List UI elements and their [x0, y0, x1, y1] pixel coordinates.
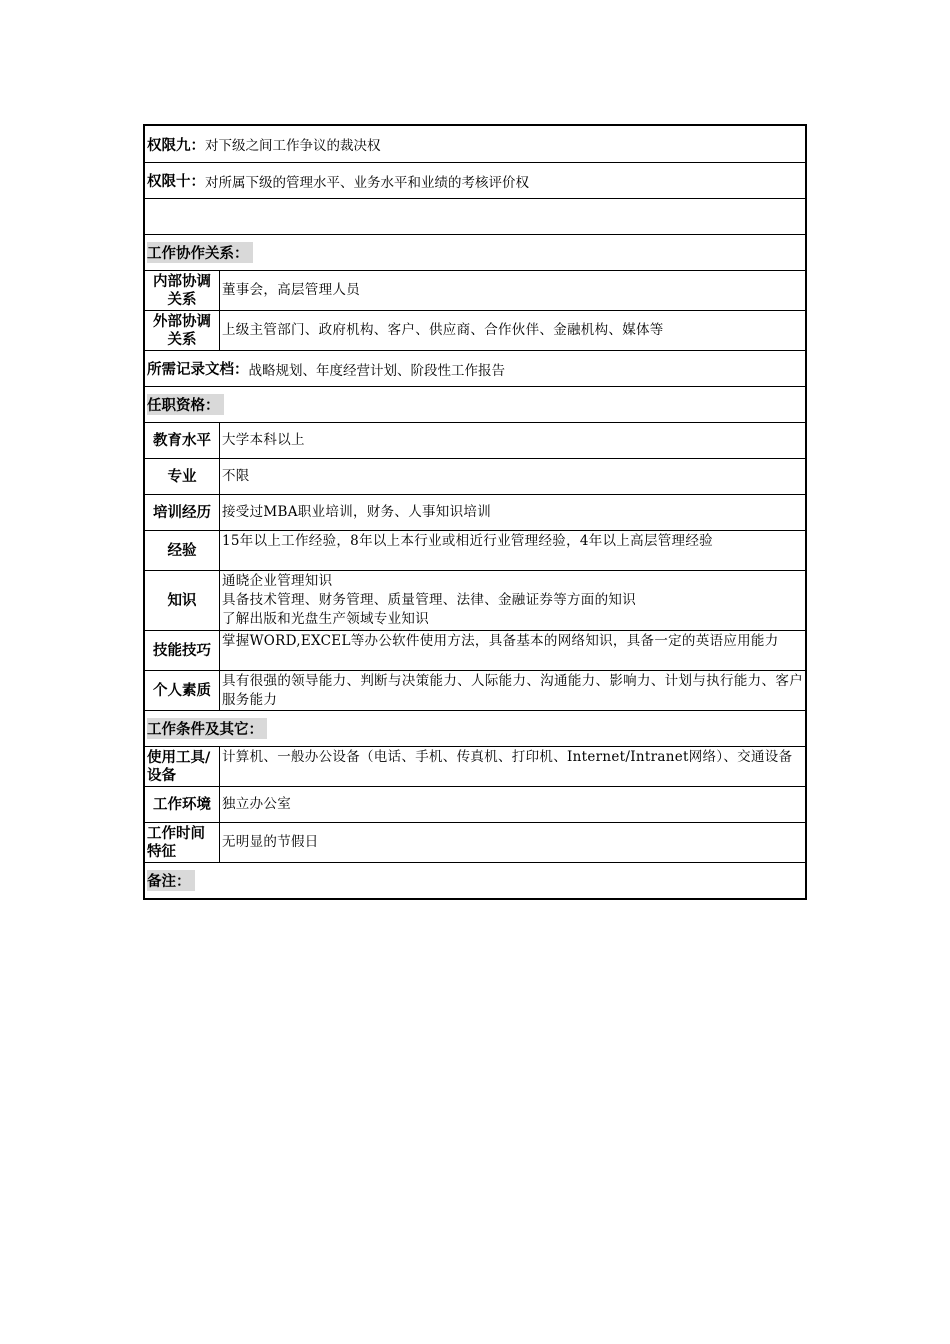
working-hours-label: 工作时间特征: [145, 823, 220, 862]
records-label: 所需记录文档：: [147, 362, 249, 378]
knowledge-line: 通晓企业管理知识: [222, 573, 333, 589]
personal-qualities-row: [145, 670, 805, 710]
records-text: 战略规划、年度经营计划、阶段性工作报告: [248, 362, 505, 379]
skills-value: 掌握WORD,EXCEL等办公软件使用方法，具备基本的网络知识，具备一定的英语应用能力: [222, 633, 779, 649]
experience-label: 经验: [145, 531, 220, 570]
training-value: 接受过MBA职业培训，财务、人事知识培训: [222, 504, 491, 520]
experience-value: 15年以上工作经验，8年以上本行业或相近行业管理经验，4年以上高层管理经验: [222, 533, 713, 549]
education-label: 教育水平: [145, 423, 220, 458]
external-coordination-label: 外部协调关系: [145, 311, 220, 350]
internal-coordination-row: [145, 270, 805, 310]
training-row: [145, 494, 805, 530]
authority-9-label: 权限九：: [147, 137, 205, 154]
knowledge-line: 具备技术管理、财务管理、质量管理、法律、金融证券等方面的知识: [222, 592, 636, 608]
qualifications-heading-row: [145, 386, 805, 422]
external-coordination-row: [145, 310, 805, 350]
knowledge-label: 知识: [145, 571, 220, 630]
major-label: 专业: [145, 459, 220, 494]
empty-row: [145, 198, 805, 234]
knowledge-row: [145, 570, 805, 630]
major-value: 不限: [222, 468, 250, 484]
authority-10-row: [145, 162, 805, 198]
knowledge-value: [220, 571, 805, 630]
tools-row: [145, 746, 805, 786]
external-coordination-value: 上级主管部门、政府机构、客户、供应商、合作伙伴、金融机构、媒体等: [222, 322, 664, 338]
environment-value: 独立办公室: [222, 796, 291, 812]
qualifications-heading: 任职资格：: [147, 394, 224, 415]
authority-10-text: 对所属下级的管理水平、业务水平和业绩的考核评价权: [205, 174, 529, 191]
authority-9-text: 对下级之间工作争议的裁决权: [205, 138, 381, 154]
experience-row: [145, 530, 805, 570]
training-label: 培训经历: [145, 495, 220, 530]
skills-label: 技能技巧: [145, 631, 220, 670]
remarks-heading: 备注：: [147, 870, 195, 891]
environment-label: 工作环境: [145, 787, 220, 822]
knowledge-line: 了解出版和光盘生产领域专业知识: [222, 611, 429, 627]
internal-coordination-value: 董事会，高层管理人员: [222, 282, 360, 298]
authority-9-row: [145, 126, 805, 162]
education-row: [145, 422, 805, 458]
education-value: 大学本科以上: [222, 432, 305, 448]
skills-row: [145, 630, 805, 670]
collaboration-heading: 工作协作关系：: [147, 242, 253, 263]
personal-qualities-label: 个人素质: [145, 671, 220, 710]
collaboration-heading-row: [145, 234, 805, 270]
major-row: [145, 458, 805, 494]
tools-value: 计算机、一般办公设备（电话、手机、传真机、打印机、Internet/Intranet网络）、交通设备: [222, 749, 793, 765]
internal-coordination-label: 内部协调关系: [145, 271, 220, 310]
authority-10-label: 权限十：: [147, 174, 205, 190]
job-description-table: [143, 124, 807, 900]
conditions-heading-row: [145, 710, 805, 746]
tools-label: 使用工具/设备: [145, 747, 220, 786]
remarks-row: [145, 862, 805, 898]
working-hours-row: [145, 822, 805, 862]
personal-qualities-value: 具有很强的领导能力、判断与决策能力、人际能力、沟通能力、影响力、计划与执行能力、客户服务能力: [222, 673, 803, 708]
conditions-heading: 工作条件及其它：: [147, 718, 267, 739]
environment-row: [145, 786, 805, 822]
records-row: [145, 350, 805, 386]
working-hours-value: 无明显的节假日: [222, 834, 319, 850]
